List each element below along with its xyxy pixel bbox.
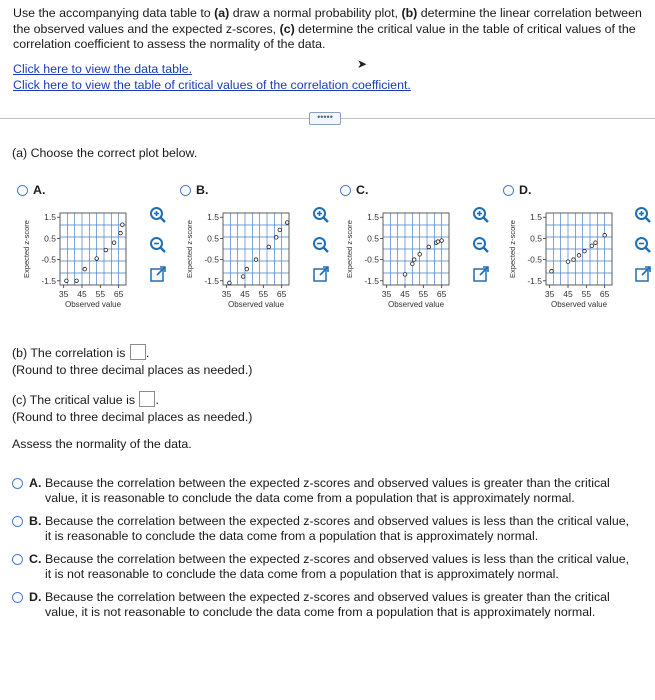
intro-label-c: (c) bbox=[279, 21, 295, 36]
y-tick-label: -0.5 bbox=[204, 254, 219, 265]
more-button[interactable]: ••••• bbox=[309, 112, 341, 125]
probability-plot-b bbox=[183, 205, 309, 323]
part-b-text: (b) The correlation is bbox=[12, 346, 126, 360]
choice-a[interactable] bbox=[12, 476, 635, 505]
intro-label-a: (a) bbox=[214, 6, 230, 20]
x-tick-label: 65 bbox=[113, 289, 124, 299]
part-b-note: (Round to three decimal places as needed.) bbox=[12, 363, 253, 377]
data-point bbox=[577, 254, 581, 258]
data-point bbox=[403, 273, 407, 277]
zoom-in-icon[interactable] bbox=[149, 206, 167, 224]
data-table-link[interactable]: Click here to view the data table. bbox=[13, 62, 193, 76]
data-point bbox=[65, 279, 69, 283]
intro-text-3: determine the linear correlation between the observed values and the expected z-scores, bbox=[13, 6, 642, 36]
probability-plot-a bbox=[20, 205, 146, 323]
data-point bbox=[274, 236, 278, 240]
data-point bbox=[245, 267, 249, 271]
x-axis-title: Observed value bbox=[64, 300, 122, 309]
y-tick-label: -1.5 bbox=[364, 275, 379, 286]
zoom-out-icon[interactable] bbox=[149, 236, 167, 254]
zoom-in-icon[interactable] bbox=[312, 206, 330, 224]
choice-c-text: Because the correlation between the expected z-scores and observed values is less than the critical value, it is not reasonable to conclude the data come from a population that is approximately normal. bbox=[45, 552, 630, 581]
data-point bbox=[550, 269, 554, 273]
x-tick-label: 55 bbox=[258, 289, 269, 299]
y-tick-label: -0.5 bbox=[527, 254, 542, 265]
intro-text-4: determine the critical value in the table of critical values of the correlation coefficient to assess the normality of the data. bbox=[13, 21, 636, 51]
data-point bbox=[572, 258, 576, 262]
part-c-question: (c) The critical value is . bbox=[12, 393, 159, 407]
part-c-text: (c) The critical value is bbox=[12, 393, 136, 407]
zoom-out-icon[interactable] bbox=[312, 236, 330, 254]
zoom-out-icon[interactable] bbox=[634, 236, 652, 254]
intro-text-2: draw a normal probability plot, bbox=[229, 6, 402, 20]
data-point bbox=[590, 244, 594, 248]
part-b-question: (b) The correlation is . bbox=[12, 346, 150, 360]
data-point bbox=[95, 257, 99, 261]
plot-option-b-label: B. bbox=[196, 183, 209, 197]
choice-d-text: Because the correlation between the expected z-scores and observed values is greater than the critical value, it is not reasonable to conclude the data come from a population that is approximately normal. bbox=[45, 590, 610, 619]
y-tick-label: -1.5 bbox=[41, 275, 56, 286]
radio-plot-a[interactable] bbox=[17, 185, 28, 196]
x-tick-label: 65 bbox=[599, 289, 610, 299]
data-point bbox=[228, 281, 232, 285]
data-point bbox=[267, 245, 271, 249]
critical-values-link[interactable]: Click here to view the table of critical values of the correlation coefficient. bbox=[13, 78, 411, 92]
data-point bbox=[241, 275, 245, 279]
plot-option-a[interactable] bbox=[17, 183, 45, 197]
radio-choice-d[interactable] bbox=[12, 592, 23, 603]
y-tick-label: 1.5 bbox=[207, 212, 219, 223]
intro-text-1: Use the accompanying data table to bbox=[13, 6, 215, 20]
y-axis-title: Expected z-score bbox=[22, 220, 31, 278]
critical-value-input[interactable] bbox=[139, 391, 155, 407]
x-tick-label: 35 bbox=[221, 289, 232, 299]
y-tick-label: 0.5 bbox=[530, 233, 542, 244]
intro-label-b: (b) bbox=[401, 6, 418, 20]
plot-option-d[interactable] bbox=[503, 183, 531, 197]
plot-option-c[interactable] bbox=[340, 183, 368, 197]
choice-b-letter: B. bbox=[29, 514, 42, 528]
x-tick-label: 45 bbox=[240, 289, 250, 299]
y-axis-title: Expected z-score bbox=[508, 220, 517, 278]
data-point bbox=[427, 245, 431, 249]
radio-choice-a[interactable] bbox=[12, 478, 23, 489]
x-tick-label: 55 bbox=[581, 289, 592, 299]
data-point bbox=[119, 231, 123, 235]
x-tick-label: 35 bbox=[381, 289, 392, 299]
y-tick-label: 1.5 bbox=[367, 212, 379, 223]
radio-plot-c[interactable] bbox=[340, 185, 351, 196]
y-tick-label: -0.5 bbox=[41, 254, 56, 265]
x-tick-label: 55 bbox=[95, 289, 106, 299]
y-tick-label: -1.5 bbox=[527, 275, 542, 286]
plot-option-c-label: C. bbox=[356, 183, 369, 197]
x-tick-label: 45 bbox=[400, 289, 410, 299]
popout-icon[interactable] bbox=[634, 265, 652, 283]
data-point bbox=[112, 241, 116, 245]
y-tick-label: 0.5 bbox=[367, 233, 379, 244]
popout-icon[interactable] bbox=[472, 265, 490, 283]
zoom-in-icon[interactable] bbox=[634, 206, 652, 224]
zoom-in-icon[interactable] bbox=[472, 206, 490, 224]
x-axis-title: Observed value bbox=[387, 300, 445, 309]
part-c-note: (Round to three decimal places as needed.) bbox=[12, 410, 253, 424]
assess-prompt: Assess the normality of the data. bbox=[12, 437, 192, 451]
choice-c-letter: C. bbox=[29, 552, 42, 566]
popout-icon[interactable] bbox=[149, 265, 167, 283]
radio-choice-c[interactable] bbox=[12, 554, 23, 565]
y-tick-label: 1.5 bbox=[530, 212, 542, 223]
choice-b-text: Because the correlation between the expected z-scores and observed values is less than the critical value, it is reasonable to conclude the data come from a population that is approximately normal. bbox=[45, 514, 630, 543]
x-tick-label: 65 bbox=[276, 289, 287, 299]
choice-d-letter: D. bbox=[29, 590, 42, 604]
choice-d[interactable] bbox=[12, 590, 635, 619]
plot-option-d-label: D. bbox=[519, 183, 532, 197]
data-point bbox=[285, 221, 289, 225]
choice-a-text: Because the correlation between the expected z-scores and observed values is greater than the critical value, it is reasonable to conclude the data come from a population that is approximately normal. bbox=[45, 476, 610, 505]
y-tick-label: 1.5 bbox=[44, 212, 56, 223]
data-point bbox=[411, 262, 415, 266]
x-axis-title: Observed value bbox=[227, 300, 285, 309]
plot-option-a-label: A. bbox=[33, 183, 46, 197]
data-point bbox=[594, 241, 598, 245]
mouse-cursor-icon: ➤ bbox=[357, 57, 368, 71]
y-tick-label: -0.5 bbox=[364, 254, 379, 265]
data-point bbox=[278, 228, 282, 232]
x-axis-title: Observed value bbox=[550, 300, 608, 309]
correlation-input[interactable] bbox=[130, 344, 146, 360]
data-point bbox=[83, 267, 87, 271]
radio-choice-b[interactable] bbox=[12, 516, 23, 527]
data-point bbox=[412, 258, 416, 262]
y-tick-label: 0.5 bbox=[44, 233, 56, 244]
y-tick-label: -1.5 bbox=[204, 275, 219, 286]
data-point bbox=[436, 240, 440, 244]
popout-icon[interactable] bbox=[312, 265, 330, 283]
x-tick-label: 45 bbox=[77, 289, 87, 299]
x-tick-label: 35 bbox=[58, 289, 69, 299]
radio-plot-b[interactable] bbox=[180, 185, 191, 196]
radio-plot-d[interactable] bbox=[503, 185, 514, 196]
choice-c[interactable] bbox=[12, 552, 635, 581]
data-point bbox=[440, 239, 444, 243]
y-axis-title: Expected z-score bbox=[345, 220, 354, 278]
x-tick-label: 45 bbox=[563, 289, 573, 299]
choice-b[interactable] bbox=[12, 514, 635, 543]
x-tick-label: 35 bbox=[544, 289, 555, 299]
data-point bbox=[603, 233, 607, 237]
part-a-prompt: (a) Choose the correct plot below. bbox=[12, 146, 198, 160]
data-point bbox=[254, 258, 258, 262]
data-point bbox=[121, 223, 125, 227]
choice-a-letter: A. bbox=[29, 476, 42, 490]
x-tick-label: 65 bbox=[436, 289, 447, 299]
y-axis-title: Expected z-score bbox=[185, 220, 194, 278]
probability-plot-c bbox=[343, 205, 469, 323]
zoom-out-icon[interactable] bbox=[472, 236, 490, 254]
data-point bbox=[583, 249, 587, 253]
data-point bbox=[566, 260, 570, 264]
probability-plot-d bbox=[506, 205, 632, 323]
data-point bbox=[418, 252, 422, 256]
y-tick-label: 0.5 bbox=[207, 233, 219, 244]
question-intro bbox=[13, 6, 653, 53]
x-tick-label: 55 bbox=[418, 289, 429, 299]
data-point bbox=[75, 279, 79, 283]
plot-option-b[interactable] bbox=[180, 183, 208, 197]
data-point bbox=[104, 248, 108, 252]
